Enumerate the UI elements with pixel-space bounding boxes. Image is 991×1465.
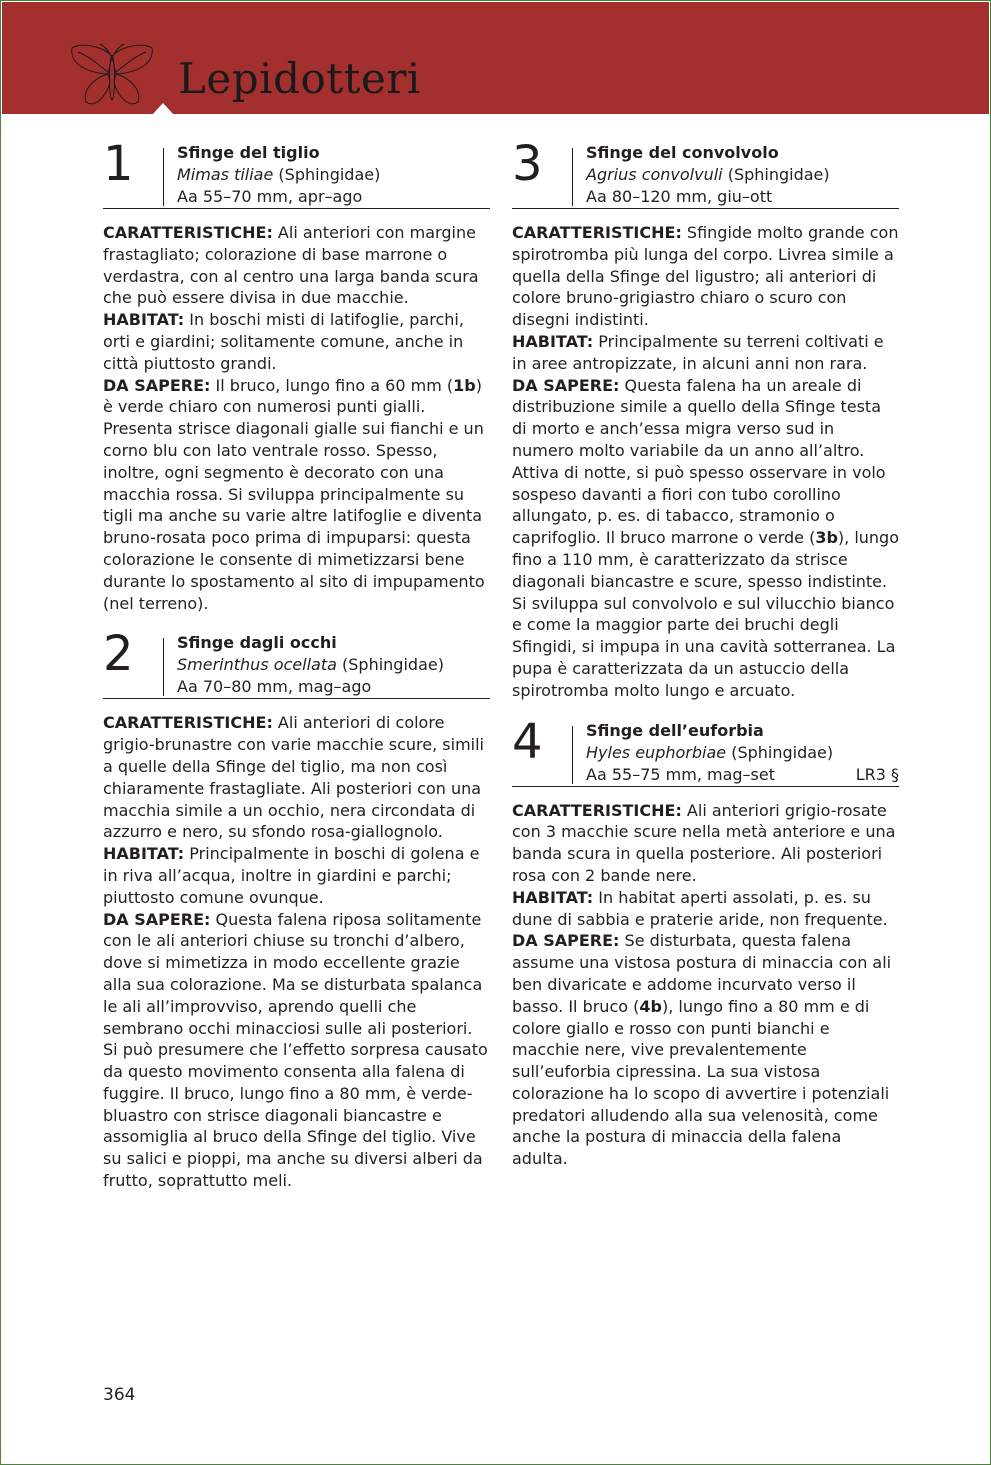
header-divider: [572, 726, 573, 784]
scientific-name: Mimas tiliae: [177, 165, 274, 184]
scientific-name: Smerinthus ocellata: [177, 655, 337, 675]
notes-text: Se disturbata, questa falena assume una vistosa postura di minaccia con ali ben divaricate e addome incurvato verso il basso. Il bruco (: [512, 931, 892, 1016]
entry-description: [103, 712, 490, 1192]
size-season-line: [586, 764, 899, 786]
scientific-name-line: [177, 654, 490, 676]
species-entry-1: [103, 136, 490, 614]
species-entry-3: [512, 136, 899, 702]
figure-ref: 1b: [453, 375, 476, 395]
entry-number: 2: [103, 626, 134, 683]
page-number: 364: [103, 1385, 136, 1405]
scientific-name: Agrius convolvuli: [586, 165, 723, 184]
notes-paragraph: [103, 909, 490, 1192]
species-entry-2: [103, 626, 490, 1192]
habitat-label: HABITAT:: [103, 844, 185, 864]
entry-header: [103, 136, 490, 209]
butterfly-outline-icon: [68, 42, 156, 110]
notes-paragraph: [512, 930, 899, 1170]
size-season: Aa 80–120 mm, giu–ott: [586, 187, 773, 206]
habitat-paragraph: [103, 309, 490, 374]
characteristics-label: CARATTERISTICHE:: [103, 713, 273, 733]
left-column: [103, 136, 490, 1192]
conservation-status: LR3 §: [855, 764, 899, 784]
entry-header: [103, 626, 490, 699]
family-name: (Sphingidae): [336, 655, 444, 675]
notes-text: Il bruco, lungo fino a 60 mm (: [210, 375, 454, 395]
figure-ref: 3b: [815, 528, 838, 548]
habitat-text: Principalmente su terreni coltivati e in aree antropizzate, in alcuni anni non rara.: [512, 331, 884, 373]
scientific-name-line: [586, 742, 899, 764]
habitat-text: In boschi misti di latifoglie, parchi, orti e giardini; solitamente comune, anche in città piuttosto grandi.: [103, 310, 464, 373]
notes-paragraph: [103, 375, 490, 615]
characteristics-text: Ali anteriori grigio-rosate con 3 macchie scure nella metà anteriore e una banda scura in quella posteriore. Ali posteriori rosa con 2 bande nere.: [512, 800, 896, 885]
species-name: Sfinge del convolvolo: [586, 143, 779, 162]
characteristics-text: Ali anteriori con margine frastagliato; colorazione di base marrone o verdastra, con al centro una larga banda scura che può essere divisa in due macchie.: [103, 223, 479, 308]
characteristics-paragraph: [103, 712, 490, 843]
family-name: (Sphingidae): [273, 165, 381, 184]
chapter-header-band: [2, 2, 989, 114]
entry-heading-text: [586, 142, 899, 208]
habitat-label: HABITAT:: [512, 887, 594, 907]
entry-heading-text: [177, 142, 490, 208]
entry-number: 3: [512, 136, 543, 192]
family-name: (Sphingidae): [726, 742, 834, 762]
entry-description: [103, 222, 490, 614]
notes-label: DA SAPERE:: [512, 375, 620, 395]
characteristics-paragraph: [512, 800, 899, 887]
notes-text-cont: ) è verde chiaro con numerosi punti gialli. Presenta strisce diagonali gialle sui fianchi e un corno blu con lato ventrale rosso. Spesso, inoltre, ogni segmento è decorato con una macchia rossa. Si sviluppa principalmente su tigli ma anche su varie altre latifoglie e diventa bruno-rosata poco prima di impuparsi: questa colorazione le consente di mimetizzarsi bene durante lo spostamento al sito di impupamento (nel terreno).: [103, 375, 485, 613]
habitat-paragraph: [103, 843, 490, 908]
header-divider: [572, 148, 573, 206]
entry-header: [512, 136, 899, 209]
notes-text: Questa falena riposa solitamente con le ali anteriori chiuse su tronchi d’albero, dove si mimetizza in modo eccellente grazie alla sua colorazione. Ma se disturbata spalanca le ali all’improvviso, aprendo quelli che sembrano occhi minacciosi sulle ali posteriori. Si può presumere che l’effetto sorpresa causato da questo movimento consenta alla falena di fuggire. Il bruco, lungo fino a 80 mm, è verde-bluastro con strisce diagonali biancastre e assomiglia al bruco della Sfinge del tiglio. Vive su salici e pioppi, ma anche su diversi alberi da frutto, soprattutto meli.: [103, 909, 488, 1191]
family-name: (Sphingidae): [722, 165, 830, 184]
characteristics-text: Ali anteriori di colore grigio-brunastre con varie macchie scure, simili a quelle della Sfinge del tiglio, ma non così chiaramente frastagliate. Ali posteriori con una macchia simile a un occhio, nera circondata di azzurro e nero, su sfondo rosa-giallognolo.: [103, 713, 484, 842]
characteristics-label: CARATTERISTICHE:: [512, 223, 682, 242]
notes-label: DA SAPERE:: [103, 375, 211, 395]
habitat-paragraph: [512, 331, 899, 375]
species-name: Sfinge dagli occhi: [177, 633, 337, 653]
size-season: Aa 70–80 mm, mag–ago: [177, 677, 372, 697]
header-divider: [163, 638, 164, 696]
scientific-name-line: [586, 164, 899, 186]
habitat-text: Principalmente in boschi di golena e in riva all’acqua, inoltre in giardini e parchi; piuttosto comune ovunque.: [103, 844, 480, 907]
species-name: Sfinge del tiglio: [177, 143, 320, 162]
species-entry-4: [512, 713, 899, 1171]
characteristics-text: Sfingide molto grande con spirotromba più lunga del corpo. Livrea simile a quella della Sfinge del ligustro; ali anteriori di colore bruno-grigiastro chiaro o scuro con disegni indistinti.: [512, 223, 899, 330]
characteristics-paragraph: [103, 222, 490, 309]
entry-description: [512, 800, 899, 1171]
entry-description: [512, 222, 899, 702]
notes-label: DA SAPERE:: [512, 931, 620, 951]
notes-text-cont: ), lungo fino a 110 mm, è caratterizzato da strisce diagonali biancastre e scure, spesso indistinte. Si sviluppa sul convolvolo e sul vilucchio bianco e come la maggior parte dei bruchi degli Sfingidi, si impupa in una cavità sotterranea. La pupa è caratterizzata da un astuccio della spirotromba molto lungo e arcuato.: [512, 528, 899, 700]
scientific-name-line: [177, 164, 490, 186]
habitat-label: HABITAT:: [512, 331, 594, 351]
scientific-name: Hyles euphorbiae: [586, 742, 727, 762]
header-notch: [152, 103, 174, 115]
habitat-paragraph: [512, 887, 899, 931]
species-name: Sfinge dell’euforbia: [586, 720, 764, 740]
habitat-text: In habitat aperti assolati, p. es. su dune di sabbia e praterie aride, non frequente.: [512, 887, 888, 929]
header-divider: [163, 148, 164, 206]
habitat-label: HABITAT:: [103, 310, 185, 330]
characteristics-label: CARATTERISTICHE:: [103, 223, 273, 242]
characteristics-paragraph: [512, 222, 899, 331]
entry-heading-text: [177, 632, 490, 698]
size-season: Aa 55–75 mm, mag–set: [586, 764, 775, 784]
notes-paragraph: [512, 375, 899, 702]
entry-heading-text: [586, 720, 899, 786]
notes-label: DA SAPERE:: [103, 909, 211, 929]
size-season: Aa 55–70 mm, apr–ago: [177, 187, 363, 206]
chapter-title: Lepidotteri: [178, 54, 421, 103]
notes-text: Questa falena ha un areale di distribuzione simile a quello della Sfinge testa di morto e anch’essa migra verso sud in numero molto variabile da un anno all’altro. Attiva di notte, si può spesso osservare in volo sospeso davanti a fiori con tubo corollino allungato, p. es. di tabacco, stramonio o caprifoglio. Il bruco marrone o verde (: [512, 375, 886, 548]
entry-number: 1: [103, 136, 134, 192]
notes-text-cont: ), lungo fino a 80 mm e di colore giallo e rosso con punti bianchi e macchie nere, vive prevalentemente sull’euforbia cipressina. La sua vistosa colorazione ha lo scopo di avvertire i potenziali predatori alludendo alla sua velenosità, come anche la postura di minaccia della falena adulta.: [512, 996, 890, 1169]
right-column: [512, 136, 899, 1170]
figure-ref: 4b: [639, 996, 662, 1016]
entry-number: 4: [512, 713, 543, 770]
entry-header: [512, 713, 899, 787]
characteristics-label: CARATTERISTICHE:: [512, 800, 682, 820]
